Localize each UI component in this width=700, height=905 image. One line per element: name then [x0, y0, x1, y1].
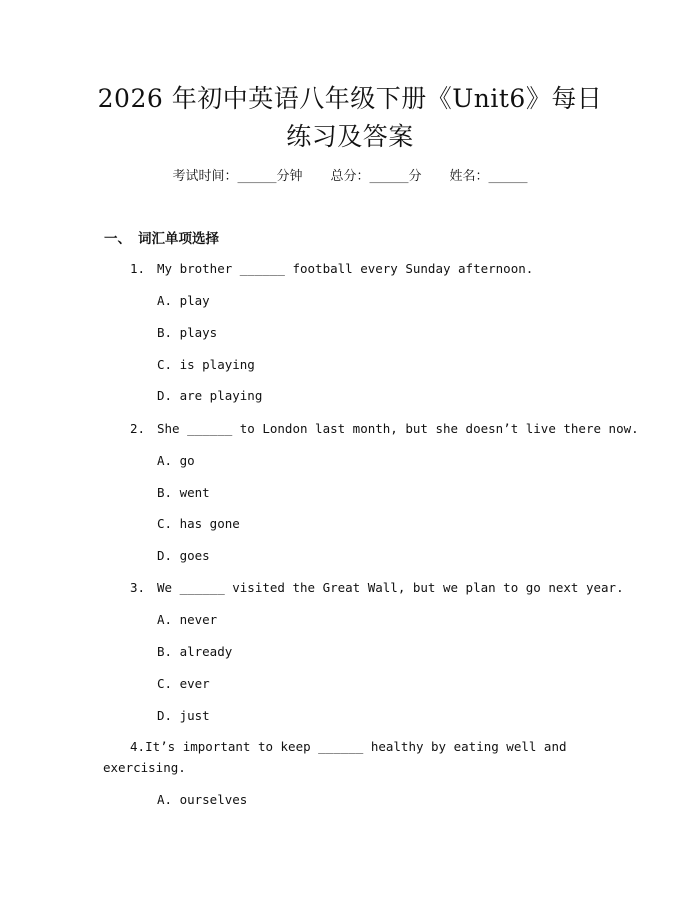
question-number: 4. [130, 739, 146, 754]
question-text: She ______ to London last month, but she doesn’t live there now. [157, 421, 639, 436]
question-text-line-1: It’s important to keep ______ healthy by eating well and [145, 739, 567, 754]
question-2-option-a: A. go [157, 453, 195, 468]
document-title-line-2: 练习及答案 [286, 122, 414, 151]
question-3 [130, 578, 624, 598]
question-4 [130, 737, 567, 757]
question-number: 1. [130, 261, 146, 276]
question-2 [130, 419, 639, 439]
question-3-option-d: D. just [157, 708, 210, 723]
question-1-option-b: B. plays [157, 325, 218, 340]
question-text: My brother ______ football every Sunday afternoon. [157, 261, 534, 276]
question-2-option-d: D. goes [157, 548, 210, 563]
question-1-option-c: C. is playing [157, 357, 255, 372]
exam-time-field: 考试时间：______分钟 [172, 169, 303, 184]
total-score-field: 总分：______分 [330, 169, 422, 184]
question-3-option-b: B. already [157, 644, 233, 659]
question-3-option-c: C. ever [157, 676, 210, 691]
question-4-option-a: A. ourselves [157, 792, 248, 807]
question-number: 2. [130, 421, 146, 436]
document-title-line-1: 2026 年初中英语八年级下册《Unit6》每日 [97, 84, 603, 113]
student-name-field: 姓名：______ [449, 169, 528, 184]
question-3-option-a: A. never [157, 612, 218, 627]
section-title: 词汇单项选择 [138, 231, 219, 247]
question-1-option-d: D. are playing [157, 388, 263, 403]
question-2-option-b: B. went [157, 485, 210, 500]
section-heading [104, 228, 219, 250]
section-number: 一、 [104, 231, 131, 247]
question-text: We ______ visited the Great Wall, but we plan to go next year. [157, 580, 624, 595]
question-1 [130, 259, 533, 279]
question-2-option-c: C. has gone [157, 516, 240, 531]
question-4-text-line-2: exercising. [103, 760, 186, 775]
exam-meta-row [0, 166, 700, 188]
question-number: 3. [130, 580, 146, 595]
question-1-option-a: A. play [157, 293, 210, 308]
